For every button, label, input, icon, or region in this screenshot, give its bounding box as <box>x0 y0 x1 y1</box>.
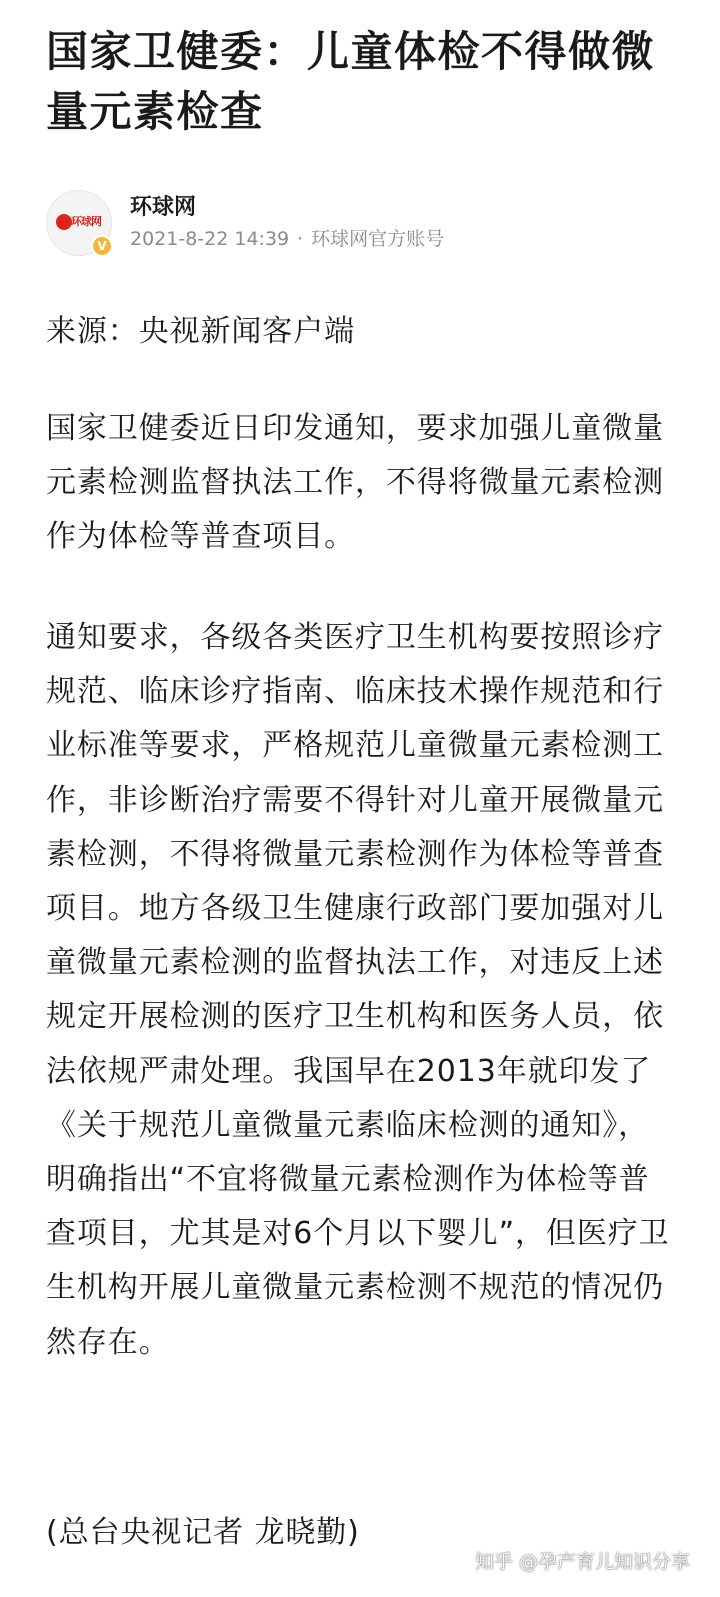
author-avatar[interactable] <box>46 190 112 256</box>
avatar-logo-text: 环球网 <box>71 215 101 228</box>
red-dot-icon <box>56 214 72 230</box>
account-type: 环球网官方账号 <box>311 228 445 250</box>
meta-separator: · <box>297 228 304 250</box>
post-date: 2021-8-22 14:39 <box>130 228 290 250</box>
reporter-credit: (总台央视记者 龙晓勤) <box>46 1515 360 1550</box>
article-title: 国家卫健委：儿童体检不得做微量元素检查 <box>46 27 656 136</box>
paragraph-2: 通知要求，各级各类医疗卫生机构要按照诊疗规范、临床诊疗指南、临床技术操作规范和行业标准等要求，严格规范儿童微量元素检测工作，非诊断治疗需要不得针对儿童开展微量元素检测，不得将微量元素检测作为体检等普查项目。地方各级卫生健康行政部门要加强对儿童微量元素检测的监督执法工作，对违反上述规定开展检测的医疗卫生机构和医务人员，依法依规严肃处理。我国早在2013年就印发了《关于规范儿童微量元素临床检测的通知》，明确指出“不宜将微量元素检测作为体检等普查项目，尤其是对6个月以下婴儿”，但医疗卫生机构开展儿童微量元素检测不规范的情况仍然存在。 <box>46 620 670 1360</box>
author-row[interactable] <box>46 190 686 260</box>
zhihu-watermark: 知乎 @孕产育儿知识分享 <box>474 1551 690 1573</box>
post-meta <box>130 226 444 252</box>
source-line: 来源：央视新闻客户端 <box>46 314 355 349</box>
paragraph-1: 国家卫健委近日印发通知，要求加强儿童微量元素检测监督执法工作，不得将微量元素检测作为体检等普查项目。 <box>46 411 664 555</box>
verified-badge-icon: V <box>91 235 113 257</box>
author-name[interactable]: 环球网 <box>130 195 197 220</box>
globe-logo-icon <box>56 212 104 234</box>
